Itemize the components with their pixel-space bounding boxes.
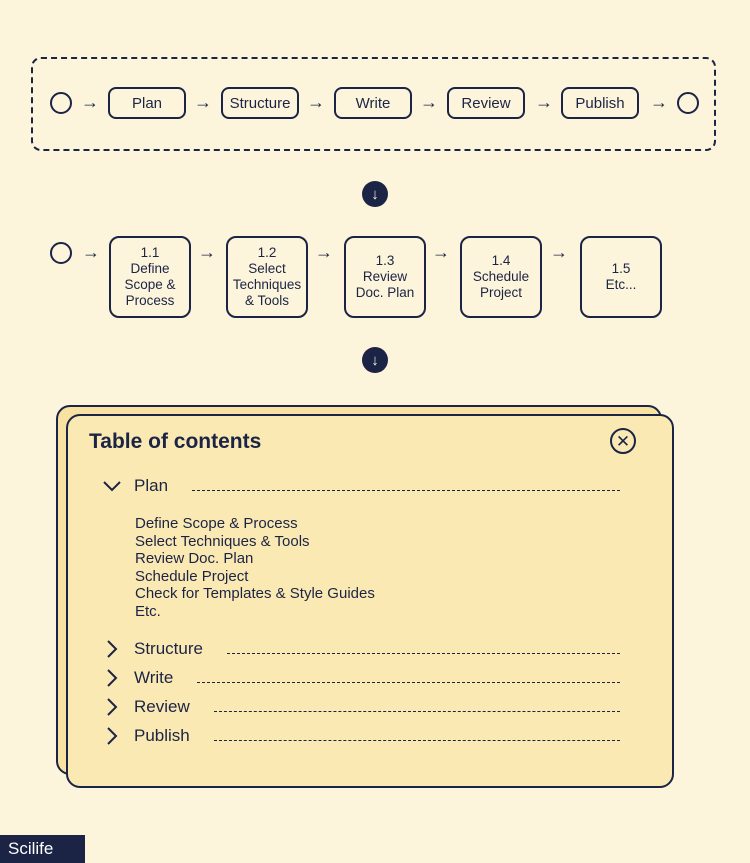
arrow-right-icon: → bbox=[81, 92, 99, 112]
plan-step-1-4 bbox=[460, 236, 542, 318]
leader-dots bbox=[214, 711, 620, 712]
chevron-right-icon[interactable] bbox=[100, 669, 124, 687]
stage-label: Write bbox=[355, 94, 391, 112]
toc-section-label: Write bbox=[134, 668, 174, 687]
toc-section-write[interactable] bbox=[100, 666, 620, 690]
plan-step-1-2 bbox=[226, 236, 308, 318]
stage-label: Publish bbox=[575, 94, 625, 112]
chevron-down-icon[interactable] bbox=[100, 480, 124, 492]
step-label-line: Schedule bbox=[472, 269, 530, 284]
toc-section-label: Review bbox=[134, 697, 190, 716]
arrow-right-icon: → bbox=[420, 92, 438, 112]
arrow-right-icon: → bbox=[198, 242, 216, 262]
stage-write bbox=[334, 87, 412, 119]
arrow-right-icon: → bbox=[82, 242, 100, 262]
step-number: 1.4 bbox=[491, 253, 511, 268]
toc-subitem[interactable]: Select Techniques & Tools bbox=[135, 532, 310, 550]
toc-section-structure[interactable] bbox=[100, 637, 620, 661]
start-node-icon bbox=[50, 92, 72, 114]
step-label-line: Project bbox=[479, 285, 523, 300]
arrow-down-circle-icon: ↓ bbox=[362, 347, 388, 373]
toc-subitem[interactable]: Etc. bbox=[135, 602, 161, 620]
toc-section-label: Plan bbox=[134, 476, 169, 495]
chevron-right-icon[interactable] bbox=[100, 727, 124, 745]
stage-plan bbox=[108, 87, 186, 119]
chevron-right-icon[interactable] bbox=[100, 640, 124, 658]
arrow-right-icon: → bbox=[535, 92, 553, 112]
step-label-line: & Tools bbox=[244, 293, 290, 308]
toc-subitem[interactable]: Schedule Project bbox=[135, 567, 249, 585]
step-number: 1.2 bbox=[257, 245, 277, 260]
step-label-line: Scope & bbox=[124, 277, 176, 292]
arrow-right-icon: → bbox=[650, 92, 668, 112]
toc-title: Table of contents bbox=[89, 430, 262, 453]
close-icon[interactable]: ✕ bbox=[610, 428, 636, 454]
plan-subitems bbox=[135, 515, 375, 620]
toc-section-label: Structure bbox=[134, 639, 203, 658]
step-label-line: Techniques bbox=[232, 277, 302, 292]
toc-section-review[interactable] bbox=[100, 695, 620, 719]
chevron-right-icon[interactable] bbox=[100, 698, 124, 716]
toc-section-plan[interactable] bbox=[100, 474, 620, 498]
stage-structure bbox=[221, 87, 299, 119]
toc-subitem[interactable]: Define Scope & Process bbox=[135, 515, 298, 532]
step-label-line: Select bbox=[248, 261, 286, 276]
toc-subitem[interactable]: Check for Templates & Style Guides bbox=[135, 585, 375, 602]
step-number: 1.5 bbox=[611, 261, 631, 276]
arrow-down-circle-icon: ↓ bbox=[362, 181, 388, 207]
end-node-icon bbox=[677, 92, 699, 114]
leader-dots bbox=[192, 490, 620, 491]
leader-dots bbox=[227, 653, 620, 654]
stage-publish bbox=[561, 87, 639, 119]
toc-subitem[interactable]: Review Doc. Plan bbox=[135, 550, 254, 567]
toc-section-publish[interactable] bbox=[100, 724, 620, 748]
start-node-icon bbox=[50, 242, 72, 264]
step-label-line: Etc... bbox=[605, 277, 637, 292]
plan-step-1-1 bbox=[109, 236, 191, 318]
leader-dots bbox=[197, 682, 620, 683]
arrow-right-icon: → bbox=[307, 92, 325, 112]
stage-review bbox=[447, 87, 525, 119]
arrow-right-icon: → bbox=[550, 242, 568, 262]
arrow-right-icon: → bbox=[315, 242, 333, 262]
step-label-line: Process bbox=[125, 293, 175, 308]
leader-dots bbox=[214, 740, 620, 741]
arrow-right-icon: → bbox=[432, 242, 450, 262]
step-label-line: Doc. Plan bbox=[355, 285, 415, 300]
stage-label: Plan bbox=[131, 94, 163, 112]
plan-step-1-3 bbox=[344, 236, 426, 318]
toc-section-label: Publish bbox=[134, 726, 190, 745]
stage-label: Review bbox=[461, 94, 511, 112]
step-label-line: Define bbox=[130, 261, 170, 276]
stage-label: Structure bbox=[229, 94, 291, 112]
step-number: 1.3 bbox=[375, 253, 395, 268]
arrow-right-icon: → bbox=[194, 92, 212, 112]
brand-logo: Scilife bbox=[0, 835, 85, 863]
step-label-line: Review bbox=[362, 269, 408, 284]
step-number: 1.1 bbox=[140, 245, 160, 260]
plan-step-1-5 bbox=[580, 236, 662, 318]
